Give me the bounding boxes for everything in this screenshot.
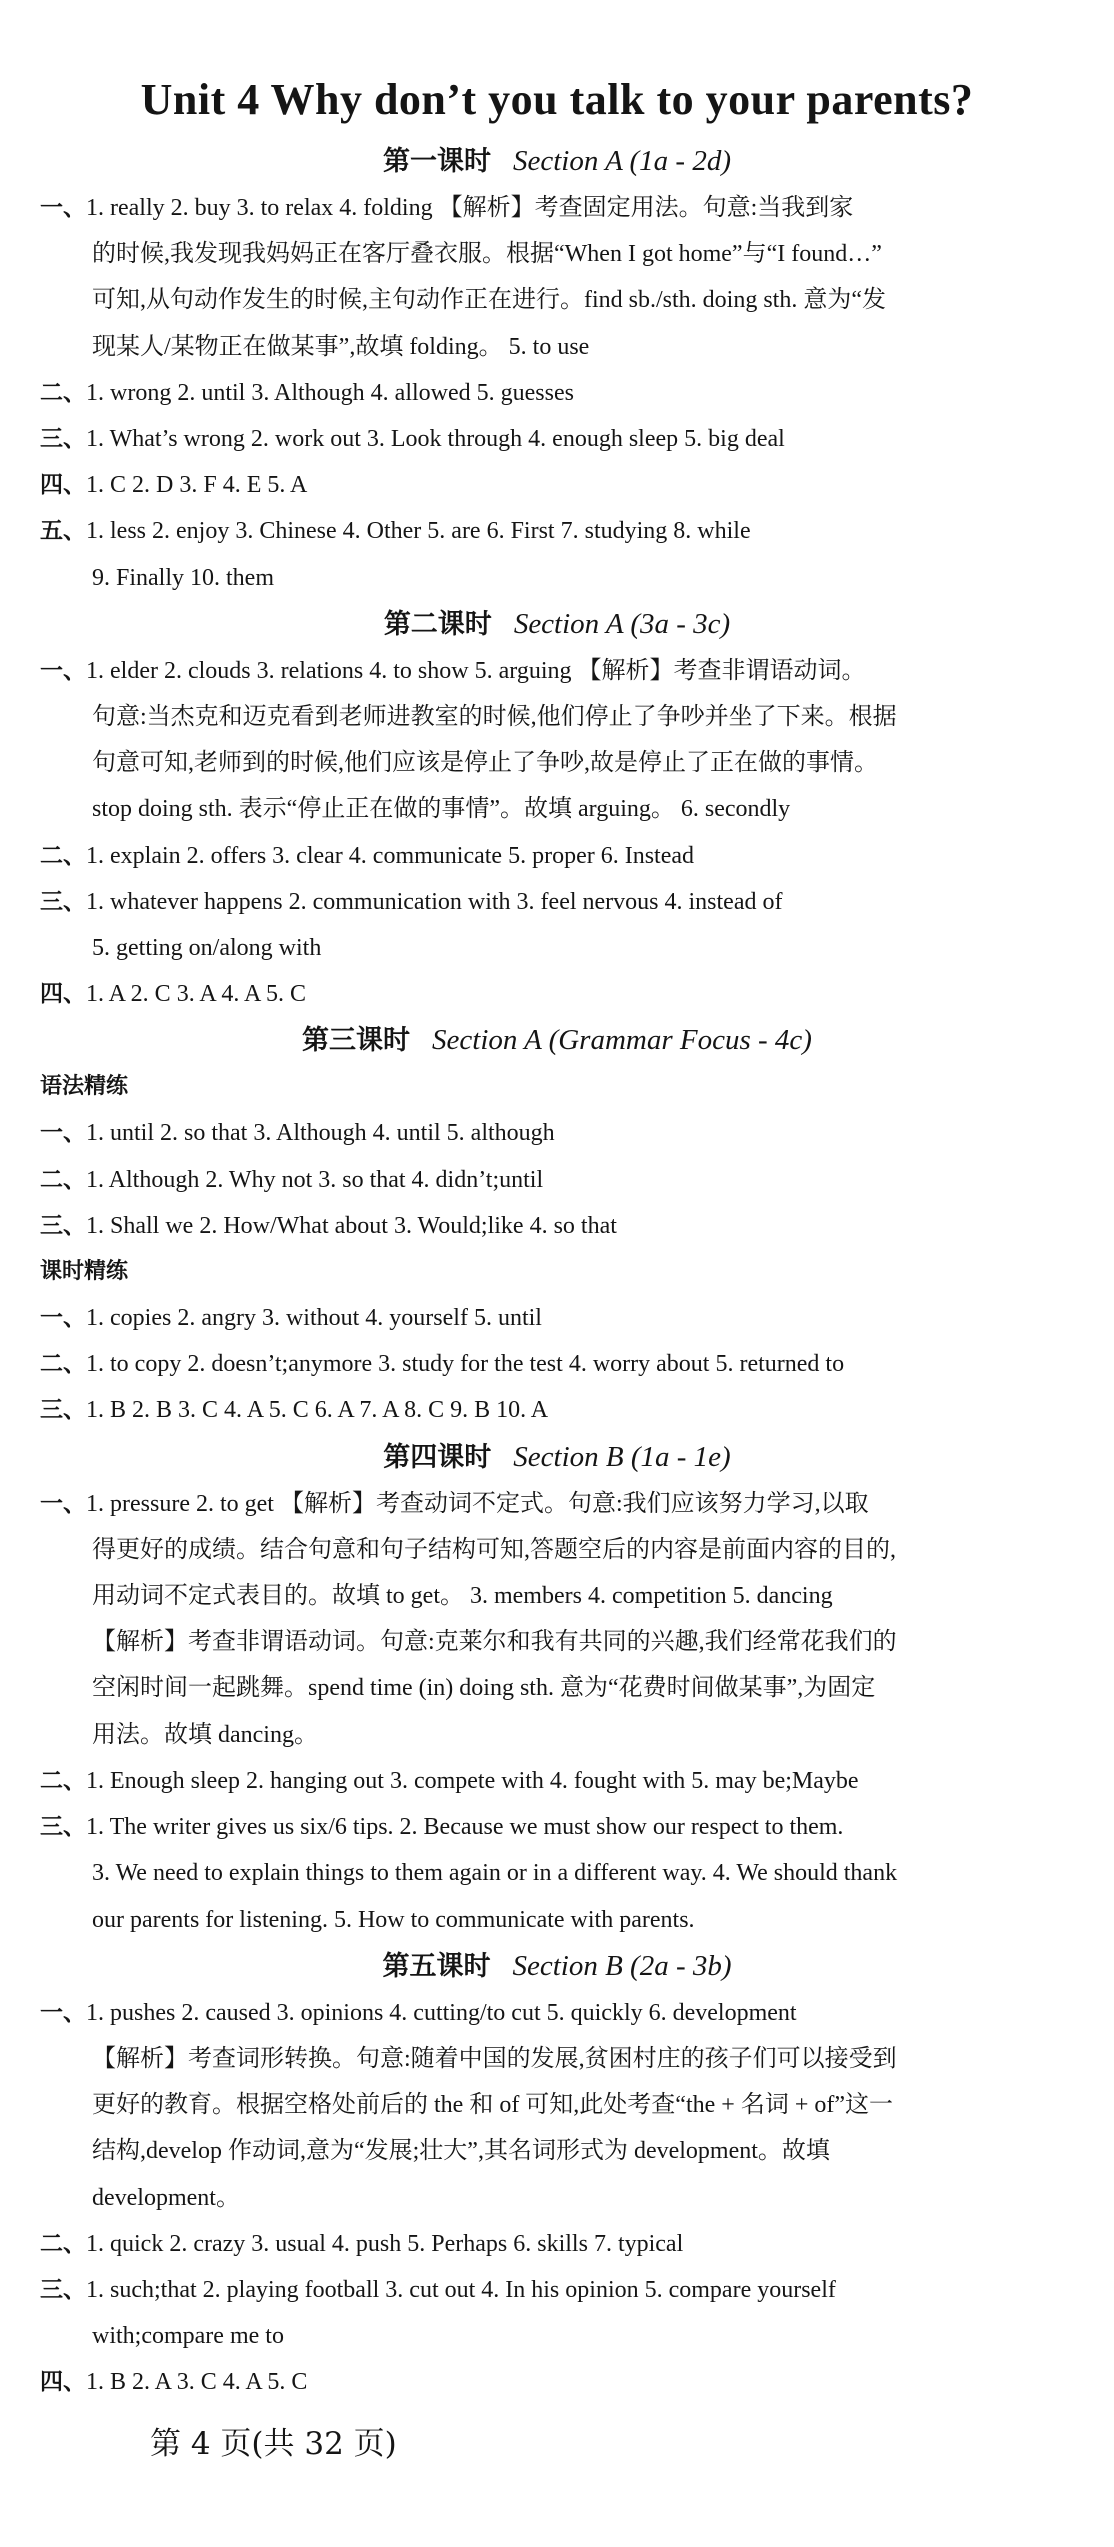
answer-text: 1. Enough sleep 2. hanging out 3. compete with 4. fought with 5. may be;Maybe (86, 1767, 859, 1794)
lesson-name: 第四课时 (383, 1441, 492, 1473)
question-index: 三、 (40, 888, 86, 915)
question-index: 一、 (40, 195, 86, 221)
answer-text: 1. such;that 2. playing football 3. cut out 4. In his opinion 5. compare yourself (86, 2276, 836, 2303)
question-index: 一、 (40, 1999, 86, 2026)
answer-line (40, 1295, 1074, 1341)
answer-line (40, 1203, 1074, 1249)
lesson-section: Section B (1a - 1e) (513, 1440, 731, 1473)
answer-text: 1. until 2. so that 3. Although 4. until 5. although (86, 1120, 555, 1147)
answer-continuation: 9. Finally 10. them (92, 564, 274, 591)
lesson-name: 第一课时 (383, 146, 491, 177)
answer-line (40, 2267, 1074, 2313)
answer-continuation: 的时候,我发现我妈妈正在客厅叠衣服。根据“When I got home”与“I found…” (92, 241, 882, 268)
answer-text: 1. quick 2. crazy 3. usual 4. push 5. Perhaps 6. skills 7. typical (86, 2230, 684, 2257)
question-index: 四、 (40, 981, 86, 1008)
answer-line (40, 971, 1074, 1017)
lesson-heading (40, 1434, 1074, 1481)
answer-continuation: 可知,从句动作发生的时候,主句动作正在进行。find sb./sth. doing sth. 意为“发 (92, 287, 887, 314)
answer-continuation: 用法。故填 dancing。 (92, 1721, 318, 1748)
lesson-name: 第三课时 (302, 1025, 411, 1057)
answer-text: 1. whatever happens 2. communication with 3. feel nervous 4. instead of (86, 888, 783, 915)
answer-line (40, 370, 1074, 416)
question-index: 四、 (40, 2369, 86, 2396)
answer-line (40, 1387, 1074, 1433)
answer-continuation: 现某人/某物正在做某事”,故填 folding。 5. to use (92, 333, 590, 360)
answer-line (40, 833, 1074, 879)
page-footer: 第 4 页(共 32 页) (150, 2425, 397, 2462)
answer-line (40, 416, 1074, 462)
lesson-section: Section B (2a - 3b) (512, 1949, 732, 1982)
answer-text: 1. copies 2. angry 3. without 4. yourself 5. until (86, 1305, 542, 1332)
lesson-section: Section A (1a - 2d) (513, 145, 731, 177)
answer-text: 1. pushes 2. caused 3. opinions 4. cutting/to cut 5. quickly 6. development (86, 1999, 797, 2026)
lessons-container (40, 138, 1074, 2406)
answer-line (40, 1990, 1074, 2036)
answer-text: 1. What’s wrong 2. work out 3. Look through 4. enough sleep 5. big deal (86, 426, 785, 453)
answer-line (40, 2359, 1074, 2405)
question-index: 一、 (40, 1490, 86, 1517)
answer-line (40, 508, 1074, 554)
answer-line (40, 2221, 1074, 2267)
lesson-heading (40, 1017, 1074, 1064)
question-index: 二、 (40, 379, 86, 406)
lesson-section: Section A (Grammar Focus - 4c) (432, 1024, 812, 1057)
answer-text: 1. less 2. enjoy 3. Chinese 4. Other 5. are 6. First 7. studying 8. while (86, 518, 751, 545)
unit-title: Unit 4 Why don’t you talk to your parents? (140, 75, 974, 124)
question-index: 三、 (40, 426, 86, 453)
question-index: 三、 (40, 1814, 86, 1841)
section-label: 语法精练 (40, 1074, 129, 1100)
answer-text: 1. pressure 2. to get 【解析】考查动词不定式。句意:我们应该努力学习,以取 (86, 1490, 869, 1517)
answer-text: 1. B 2. B 3. C 4. A 5. C 6. A 7. A 8. C 9. B 10. A (86, 1397, 549, 1424)
answer-text: 1. elder 2. clouds 3. relations 4. to show 5. arguing 【解析】考查非谓语动词。 (86, 657, 866, 684)
answer-line (40, 1157, 1074, 1203)
answer-text: 1. Although 2. Why not 3. so that 4. didn’t;until (86, 1166, 544, 1193)
answer-continuation: 用动词不定式表目的。故填 to get。 3. members 4. competition 5. dancing (92, 1583, 833, 1610)
question-index: 一、 (40, 1305, 86, 1332)
answer-continuation: development。 (92, 2184, 240, 2211)
answer-text: 1. B 2. A 3. C 4. A 5. C (86, 2369, 308, 2396)
answer-line (40, 1481, 1074, 1527)
question-index: 五、 (40, 518, 86, 545)
answer-continuation: 得更好的成绩。结合句意和句子结构可知,答题空后的内容是前面内容的目的, (92, 1536, 896, 1563)
answer-line (40, 879, 1074, 925)
lesson-heading (40, 601, 1074, 648)
answer-line (40, 1110, 1074, 1156)
question-index: 一、 (40, 1120, 86, 1147)
answer-line (40, 462, 1074, 508)
answer-continuation: 【解析】考查非谓语动词。句意:克莱尔和我有共同的兴趣,我们经常花我们的 (92, 1629, 897, 1656)
answer-continuation: 句意可知,老师到的时候,他们应该是停止了争吵,故是停止了正在做的事情。 (92, 750, 878, 777)
answer-continuation: 句意:当杰克和迈克看到老师进教室的时候,他们停止了争吵并坐了下来。根据 (92, 704, 897, 731)
answer-line (40, 648, 1074, 694)
question-index: 三、 (40, 2276, 86, 2303)
question-index: 二、 (40, 1351, 86, 1378)
lesson-section: Section A (3a - 3c) (513, 607, 731, 640)
lesson-name: 第五课时 (382, 1950, 491, 1982)
question-index: 一、 (40, 657, 86, 684)
lesson-name: 第二课时 (383, 608, 492, 640)
answer-line (40, 1758, 1074, 1804)
section-label: 课时精练 (40, 1259, 129, 1285)
answer-text: 1. C 2. D 3. F 4. E 5. A (86, 472, 308, 499)
answer-continuation: 3. We need to explain things to them again or in a different way. 4. We should thank (92, 1860, 898, 1887)
answer-line (40, 1341, 1074, 1387)
answer-line (40, 1804, 1074, 1850)
question-index: 二、 (40, 1767, 86, 1794)
question-index: 二、 (40, 1166, 86, 1193)
question-index: 二、 (40, 842, 86, 869)
lesson-heading (40, 1943, 1074, 1990)
answer-text: 1. wrong 2. until 3. Although 4. allowed 5. guesses (86, 379, 574, 406)
question-index: 三、 (40, 1212, 86, 1239)
question-index: 四、 (40, 472, 86, 499)
answer-continuation: our parents for listening. 5. How to communicate with parents. (92, 1906, 695, 1933)
answer-text: 1. The writer gives us six/6 tips. 2. Because we must show our respect to them. (86, 1814, 844, 1841)
answer-continuation: 空闲时间一起跳舞。spend time (in) doing sth. 意为“花费时间做某事”,为固定 (92, 1675, 876, 1702)
answer-continuation: 5. getting on/along with (92, 935, 322, 962)
lesson-heading (40, 138, 1074, 185)
answer-text: 1. to copy 2. doesn’t;anymore 3. study for the test 4. worry about 5. returned to (86, 1351, 845, 1378)
answer-continuation: 结构,develop 作动词,意为“发展;壮大”,其名词形式为 development。故填 (92, 2138, 830, 2165)
answer-text: 1. explain 2. offers 3. clear 4. communicate 5. proper 6. Instead (86, 842, 695, 869)
answer-text: 1. really 2. buy 3. to relax 4. folding 【解析】考查固定用法。句意:当我到家 (86, 195, 854, 221)
question-index: 三、 (40, 1397, 86, 1424)
answer-text: 1. A 2. C 3. A 4. A 5. C (86, 981, 307, 1008)
question-index: 二、 (40, 2230, 86, 2257)
answer-continuation: with;compare me to (92, 2323, 284, 2350)
answer-line (40, 185, 1074, 231)
answer-continuation: 【解析】考查词形转换。句意:随着中国的发展,贫困村庄的孩子们可以接受到 (92, 2045, 897, 2072)
answer-text: 1. Shall we 2. How/What about 3. Would;like 4. so that (86, 1212, 617, 1239)
answer-continuation: 更好的教育。根据空格处前后的 the 和 of 可知,此处考查“the + 名词 + of”这一 (92, 2092, 893, 2119)
answer-continuation: stop doing sth. 表示“停止正在做的事情”。故填 arguing。 6. secondly (92, 796, 791, 823)
